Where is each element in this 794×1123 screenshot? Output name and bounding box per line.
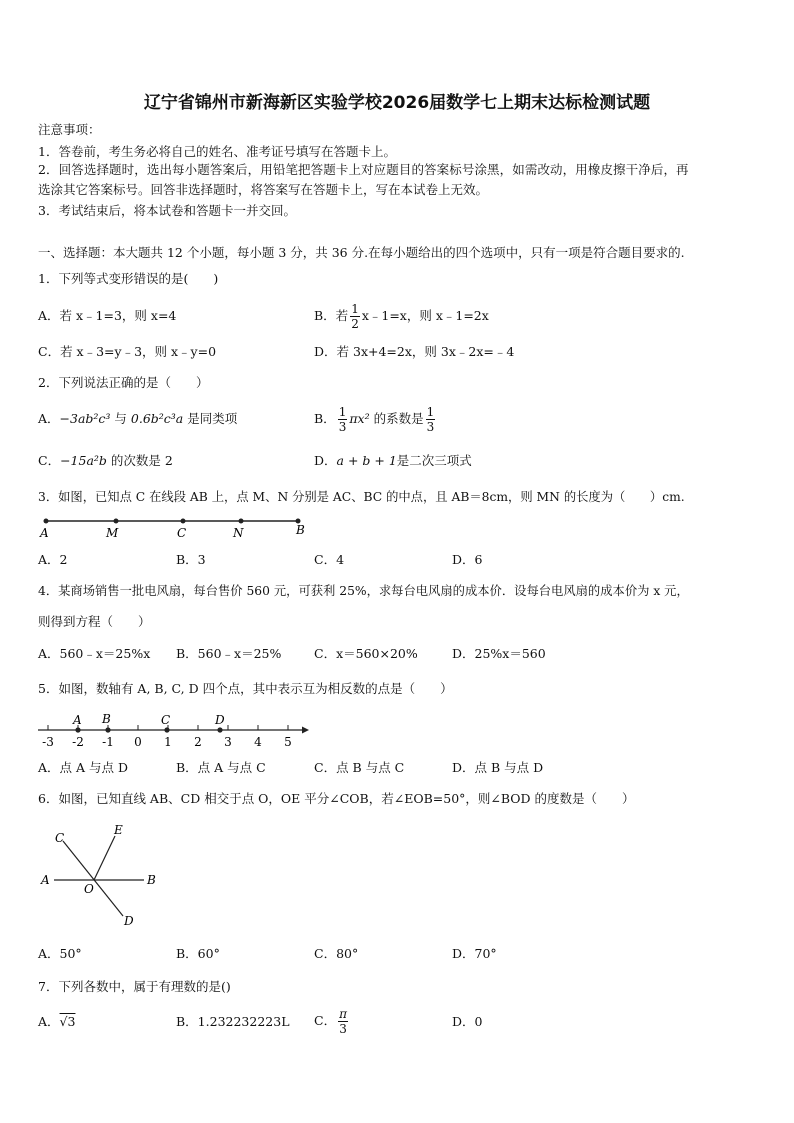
question-5-option-d: D．点 B 与点 D [452, 760, 544, 775]
label-d: D [124, 914, 134, 928]
question-3-option-b: B．3 [176, 552, 206, 567]
question-2-option-b [314, 402, 437, 436]
math-expression: πx² [349, 411, 370, 426]
question-6-option-b: B．60° [176, 946, 220, 961]
math-expression: 0.6b²c³a [130, 411, 184, 426]
question-4-option-a: A．560﹣x＝25%x [38, 646, 151, 661]
label-e: E [114, 823, 123, 837]
point-b [105, 727, 110, 732]
label-c: C [177, 526, 187, 540]
option-label: A． [38, 411, 60, 426]
tick-label: 5 [284, 735, 292, 749]
fraction [350, 302, 360, 331]
question-5-option-b: B．点 A 与点 C [176, 760, 266, 775]
question-4-option-d: D．25%x＝560 [452, 646, 546, 661]
question-5-option-a: A．点 A 与点 D [38, 760, 128, 775]
option-text: 的次数是 2 [106, 453, 173, 468]
point-d [217, 727, 222, 732]
question-1-option-a: A．若 x﹣1=3，则 x=4 [38, 308, 177, 323]
label-d: D [215, 713, 225, 727]
option-label: C． [314, 1013, 337, 1028]
notice-item-3: 3．考试结束后，将本试卷和答题卡一并交回。 [38, 203, 296, 218]
point-c [164, 727, 169, 732]
line-cd [63, 841, 123, 916]
tick-label: 0 [134, 735, 142, 749]
option-text: 是二次三项式 [396, 453, 472, 468]
intersecting-lines-figure [38, 820, 168, 932]
question-3-option-a: A．2 [38, 552, 68, 567]
label-c: C [55, 831, 65, 845]
fraction [338, 1007, 348, 1036]
number-line-figure [36, 710, 316, 750]
question-4-option-c: C．x＝560×20% [314, 646, 418, 661]
tick-label: -2 [72, 735, 84, 749]
notice-item-1: 1．答卷前，考生务必将自己的姓名、准考证号填写在答题卡上。 [38, 144, 396, 159]
question-1-option-d: D．若 3x+4=2x，则 3x﹣2x=﹣4 [314, 344, 515, 359]
tick-label: -1 [102, 735, 114, 749]
option-text: 与 [110, 411, 131, 426]
page-title: 辽宁省锦州市新海新区实验学校2026届数学七上期末达标检测试题 [143, 93, 651, 113]
label-a: A [40, 526, 49, 540]
math-expression: −15a²b [60, 453, 107, 468]
question-3-option-d: D．6 [452, 552, 483, 567]
question-2-stem: 2．下列说法正确的是（ ） [38, 375, 209, 390]
math-expression: a + b + 1 [336, 453, 397, 468]
question-4-option-b: B．560﹣x＝25% [176, 646, 282, 661]
question-7-option-a [38, 1014, 75, 1030]
question-7-option-b: B．1.232232223L [176, 1014, 290, 1029]
tick-label: 4 [254, 735, 262, 749]
question-4-stem-cont: 则得到方程（ ） [38, 614, 151, 629]
label-a: A [41, 873, 50, 887]
question-3-option-c: C．4 [314, 552, 345, 567]
question-6-stem: 6．如图，已知直线 AB、CD 相交于点 O，OE 平分∠COB，若∠EOB=50°，则∠BOD 的度数是（ ） [38, 791, 635, 806]
fraction-numerator: 1 [351, 302, 359, 316]
math-expression: −3ab²c³ [59, 411, 111, 426]
label-b: B [102, 712, 111, 726]
question-1-option-b [314, 300, 489, 332]
fraction-denominator: 2 [351, 317, 359, 331]
question-2-option-c [38, 453, 173, 469]
label-b: B [296, 523, 305, 537]
question-1-stem: 1．下列等式变形错误的是( ) [38, 271, 219, 286]
question-5-option-c: C．点 B 与点 C [314, 760, 405, 775]
point-a [75, 727, 80, 732]
fraction-denominator: 3 [339, 1022, 347, 1036]
question-5-stem: 5．如图，数轴有 A, B, C, D 四个点，其中表示互为相反数的点是（ ） [38, 681, 453, 696]
fraction-numerator: π [339, 1007, 347, 1021]
question-7-option-d: D．0 [452, 1014, 483, 1029]
option-label: C． [38, 453, 61, 468]
tick-label: 1 [164, 735, 172, 749]
label-n: N [233, 526, 244, 540]
tick-label: -3 [42, 735, 54, 749]
fraction [338, 405, 348, 434]
segment-figure [40, 514, 310, 544]
label-b: B [147, 873, 156, 887]
label-m: M [106, 526, 119, 540]
option-label: B．若 [314, 308, 349, 323]
question-3-stem: 3．如图，已知点 C 在线段 AB 上，点 M、N 分别是 AC、BC 的中点，且 AB＝8cm，则 MN 的长度为（ ）cm. [38, 490, 685, 504]
label-c: C [161, 713, 171, 727]
question-6-option-d: D．70° [452, 946, 497, 961]
label-a: A [73, 713, 82, 727]
tick-label: 3 [224, 735, 232, 749]
option-label: A． [38, 1014, 60, 1029]
question-7-stem: 7．下列各数中，属于有理数的是() [38, 979, 231, 994]
fraction [426, 405, 436, 434]
point-a [44, 519, 49, 524]
fraction-denominator: 3 [338, 420, 347, 434]
fraction-denominator: 3 [426, 420, 435, 434]
math-expression: √3 [59, 1014, 76, 1029]
option-text: 的系数是 [369, 411, 424, 426]
arrow-icon [302, 727, 309, 734]
question-6-option-a: A．50° [38, 946, 82, 961]
option-text: 是同类项 [183, 411, 238, 426]
question-2-option-a [38, 411, 237, 427]
question-7-option-c [314, 1004, 350, 1038]
notice-item-2: 2．回答选择题时，选出每小题答案后，用铅笔把答题卡上对应题目的答案标号涂黑，如需改动，用橡皮擦干净后，再 [38, 162, 689, 177]
label-o: O [84, 882, 94, 896]
option-text: x﹣1=x，则 x﹣1=2x [361, 308, 489, 323]
question-2-option-d [314, 453, 472, 469]
fraction-numerator: 1 [338, 405, 347, 419]
point-n [239, 519, 244, 524]
option-label: B． [314, 411, 336, 426]
option-label: D． [314, 453, 337, 468]
section-heading: 一、选择题：本大题共 12 个小题，每小题 3 分，共 36 分.在每小题给出的四个选项中，只有一项是符合题目要求的. [38, 245, 685, 260]
notice-item-2-cont: 选涂其它答案标号。回答非选择题时，将答案写在答题卡上，写在本试卷上无效。 [38, 182, 489, 197]
fraction-numerator: 1 [426, 405, 435, 419]
tick-label: 2 [194, 735, 202, 749]
notice-heading: 注意事项： [38, 122, 101, 137]
question-4-stem: 4．某商场销售一批电风扇，每台售价 560 元，可获利 25%，求每台电风扇的成本价．设每台电风扇的成本价为 x 元， [38, 584, 689, 598]
question-1-option-c: C．若 x﹣3=y﹣3，则 x﹣y=0 [38, 344, 217, 359]
point-m [114, 519, 119, 524]
point-c [181, 519, 186, 524]
question-6-option-c: C．80° [314, 946, 359, 961]
ray-oe [94, 836, 115, 880]
